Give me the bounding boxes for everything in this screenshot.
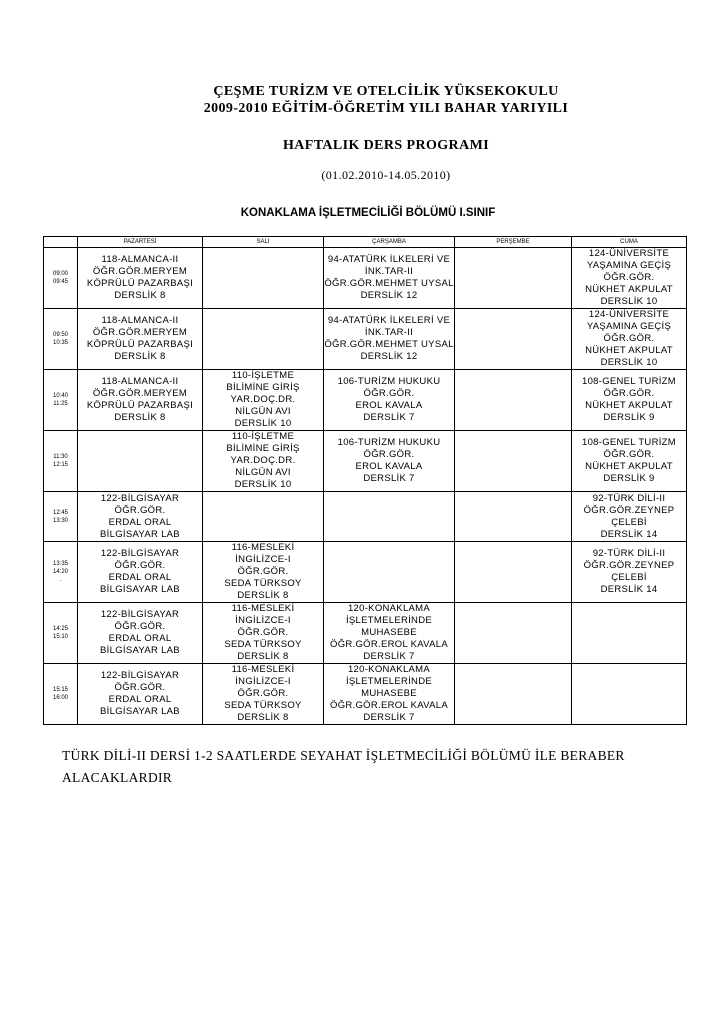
course-cell (455, 309, 572, 370)
course-cell: 124-ÜNİVERSİTE YAŞAMINA GEÇİŞ ÖĞR.GÖR. NÜKHET AKPULAT DERSLİK 10 (572, 248, 687, 309)
course-cell (572, 603, 687, 664)
course-cell: 116-MESLEKİ İNGİLİZCE-I ÖĞR.GÖR. SEDA TÜRKSOY DERSLİK 8 (203, 603, 324, 664)
schedule-title: HAFTALIK DERS PROGRAMI (282, 138, 490, 153)
department-heading (0, 207, 728, 219)
course-cell: 122-BİLGİSAYAR ÖĞR.GÖR. ERDAL ORAL BİLGİSAYAR LAB (78, 603, 203, 664)
time-slot: 14:25 15:10 (44, 603, 78, 664)
date-range: (01.02.2010-14.05.2010) (321, 168, 451, 182)
schedule-row (44, 309, 687, 370)
time-slot: 09:00 09:45 (44, 248, 78, 309)
schedule-row (44, 492, 687, 542)
course-cell (455, 431, 572, 492)
day-header: CUMA (572, 237, 687, 248)
time-header (44, 237, 78, 248)
course-cell: 124-ÜNİVERSİTE YAŞAMINA GEÇİŞ ÖĞR.GÖR. NÜKHET AKPULAT DERSLİK 10 (572, 309, 687, 370)
course-cell: 116-MESLEKİ İNGİLİZCE-I ÖĞR.GÖR. SEDA TÜRKSOY DERSLİK 8 (203, 664, 324, 725)
day-header: SALI (203, 237, 324, 248)
course-cell: 118-ALMANCA-II ÖĞR.GÖR.MERYEM KÖPRÜLÜ PAZARBAŞI DERSLİK 8 (78, 309, 203, 370)
course-cell: 118-ALMANCA-II ÖĞR.GÖR.MERYEM KÖPRÜLÜ PAZARBAŞI DERSLİK 8 (78, 248, 203, 309)
schedule-row (44, 664, 687, 725)
course-cell (203, 248, 324, 309)
course-cell (324, 542, 455, 603)
course-cell (203, 492, 324, 542)
course-cell: 108-GENEL TURİZM ÖĞR.GÖR. NÜKHET AKPULAT DERSLİK 9 (572, 431, 687, 492)
schedule-row (44, 370, 687, 431)
course-cell: 120-KONAKLAMA İŞLETMELERİNDE MUHASEBE ÖĞR.GÖR.EROL KAVALA DERSLİK 7 (324, 664, 455, 725)
course-cell (572, 664, 687, 725)
schedule-row (44, 603, 687, 664)
course-cell: 106-TURİZM HUKUKU ÖĞR.GÖR. EROL KAVALA DERSLİK 7 (324, 370, 455, 431)
time-slot: 15:15 16:00 (44, 664, 78, 725)
course-cell (324, 492, 455, 542)
course-cell: 106-TURİZM HUKUKU ÖĞR.GÖR. EROL KAVALA DERSLİK 7 (324, 431, 455, 492)
course-cell: 120-KONAKLAMA İŞLETMELERİNDE MUHASEBE ÖĞR.GÖR.EROL KAVALA DERSLİK 7 (324, 603, 455, 664)
course-cell: 122-BİLGİSAYAR ÖĞR.GÖR. ERDAL ORAL BİLGİSAYAR LAB (78, 664, 203, 725)
course-cell: 92-TÜRK DİLİ-II ÖĞR.GÖR.ZEYNEP ÇELEBİ DERSLİK 14 (572, 542, 687, 603)
course-cell (203, 309, 324, 370)
header-row (44, 237, 687, 248)
schedule-row (44, 542, 687, 603)
course-cell: 94-ATATÜRK İLKELERİ VE İNK.TAR-II ÖĞR.GÖR.MEHMET UYSAL DERSLİK 12 (324, 248, 455, 309)
course-cell: 110-İŞLETME BİLİMİNE GİRİŞ YAR.DOÇ.DR. NİLGÜN AVI DERSLİK 10 (203, 370, 324, 431)
course-cell: 116-MESLEKİ İNGİLİZCE-I ÖĞR.GÖR. SEDA TÜRKSOY DERSLİK 8 (203, 542, 324, 603)
course-cell: 118-ALMANCA-II ÖĞR.GÖR.MERYEM KÖPRÜLÜ PAZARBAŞI DERSLİK 8 (78, 370, 203, 431)
time-slot: 11:30 12:15 (44, 431, 78, 492)
department-name: KONAKLAMA İŞLETMECİLİĞİ BÖLÜMÜ I.SINIF (240, 207, 496, 219)
course-cell (455, 370, 572, 431)
course-cell: 108-GENEL TURİZM ÖĞR.GÖR. NÜKHET AKPULAT DERSLİK 9 (572, 370, 687, 431)
day-header: ÇARŞAMBA (324, 237, 455, 248)
course-cell (455, 492, 572, 542)
school-name: ÇEŞME TURİZM VE OTELCİLİK YÜKSEKOKULU (213, 84, 559, 99)
schedule-row (44, 248, 687, 309)
course-cell: 94-ATATÜRK İLKELERİ VE İNK.TAR-II ÖĞR.GÖR.MEHMET UYSAL DERSLİK 12 (324, 309, 455, 370)
day-header: PAZARTESİ (78, 237, 203, 248)
footnote: TÜRK DİLİ-II DERSİ 1-2 SAATLERDE SEYAHAT İŞLETMECİLİĞİ BÖLÜMÜ İLE BERABER ALACAKLARDIR (62, 748, 625, 785)
schedule-table (43, 236, 687, 725)
course-cell: 92-TÜRK DİLİ-II ÖĞR.GÖR.ZEYNEP ÇELEBİ DERSLİK 14 (572, 492, 687, 542)
course-cell: 122-BİLGİSAYAR ÖĞR.GÖR. ERDAL ORAL BİLGİSAYAR LAB (78, 492, 203, 542)
time-slot: 13:35 14:20 . (44, 542, 78, 603)
course-cell (455, 664, 572, 725)
time-slot: 10:40 11:25 (44, 370, 78, 431)
time-slot: 09:50 10:35 (44, 309, 78, 370)
day-header: PERŞEMBE (455, 237, 572, 248)
schedule-row (44, 431, 687, 492)
course-cell: 110-İŞLETME BİLİMİNE GİRİŞ YAR.DOÇ.DR. NİLGÜN AVI DERSLİK 10 (203, 431, 324, 492)
course-cell: 122-BİLGİSAYAR ÖĞR.GÖR. ERDAL ORAL BİLGİSAYAR LAB (78, 542, 203, 603)
course-cell (455, 542, 572, 603)
course-cell (78, 431, 203, 492)
academic-term: 2009-2010 EĞİTİM-ÖĞRETİM YILI BAHAR YARIYILI (203, 101, 569, 116)
course-cell (455, 603, 572, 664)
course-cell (455, 248, 572, 309)
time-slot: 12:45 13:30 (44, 492, 78, 542)
schedule-body (44, 248, 687, 725)
